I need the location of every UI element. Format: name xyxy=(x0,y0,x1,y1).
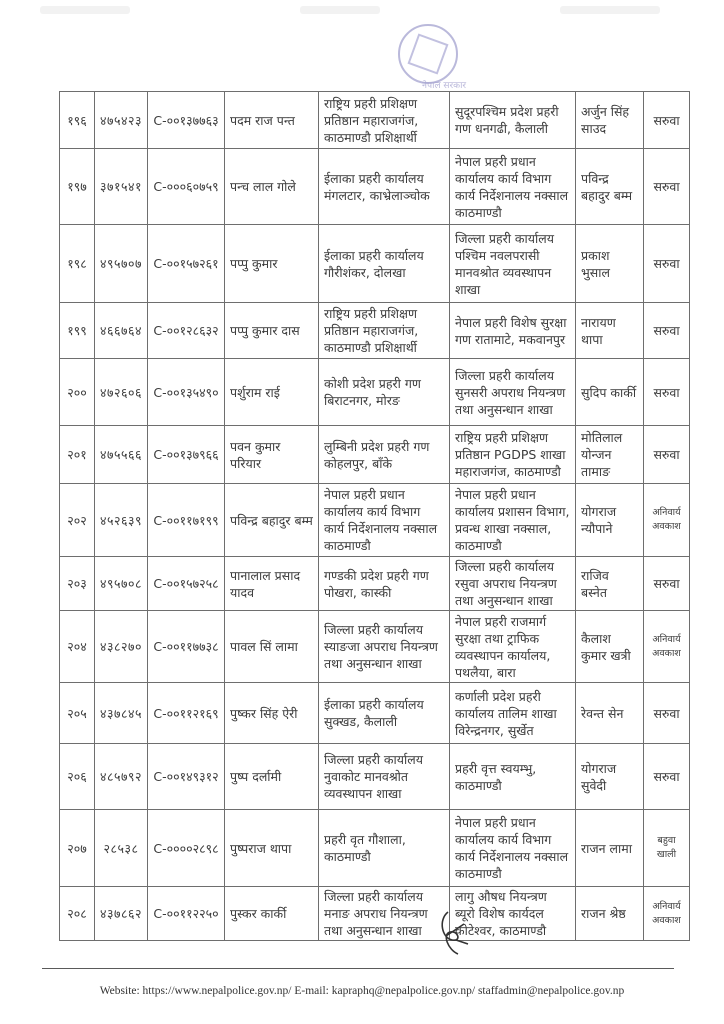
cell-sn: २०३ xyxy=(60,557,95,611)
cell-replacement: राजन श्रेष्ठ xyxy=(576,887,644,941)
cell-replacement: प्रकाश भुसाल xyxy=(576,225,644,303)
table-row xyxy=(60,557,690,611)
cell-replacement: योगराज सुवेदी xyxy=(576,744,644,810)
cell-id: C-०००६०७५९ xyxy=(148,149,225,225)
stamp-text: नेपाल सरकार xyxy=(422,81,467,91)
cell-name: पुष्पराज थापा xyxy=(225,810,319,887)
cell-replacement: मोतिलाल योन्जन तामाङ xyxy=(576,426,644,484)
cell-pis: २८५३८ xyxy=(95,810,148,887)
cell-from: प्रहरी वृत गौशाला, काठमाण्डौ xyxy=(319,810,450,887)
cell-status: सरुवा xyxy=(644,303,690,359)
cell-id: C-००१२८६३२ xyxy=(148,303,225,359)
cell-from: जिल्ला प्रहरी कार्यालय मनाङ अपराध नियन्त्रण तथा अनुसन्धान शाखा xyxy=(319,887,450,941)
cell-status: सरुवा xyxy=(644,426,690,484)
cell-replacement: कैलाश कुमार खत्री xyxy=(576,611,644,683)
faint-header-mid xyxy=(300,6,380,14)
cell-sn: १९७ xyxy=(60,149,95,225)
cell-sn: १९९ xyxy=(60,303,95,359)
cell-name: पदम राज पन्त xyxy=(225,92,319,149)
cell-sn: २०१ xyxy=(60,426,95,484)
cell-from: राष्ट्रिय प्रहरी प्रशिक्षण प्रतिष्ठान महाराजगंज, काठमाण्डौ प्रशिक्षार्थी xyxy=(319,92,450,149)
cell-status: अनिवार्य अवकाश xyxy=(644,887,690,941)
cell-status: सरुवा xyxy=(644,225,690,303)
cell-from: ईलाका प्रहरी कार्यालय मंगलटार, काभ्रेलाञ्चोक xyxy=(319,149,450,225)
cell-replacement: रेवन्त सेन xyxy=(576,683,644,744)
cell-name: पवन कुमार परियार xyxy=(225,426,319,484)
table-row xyxy=(60,149,690,225)
cell-status: सरुवा xyxy=(644,557,690,611)
cell-sn: २०४ xyxy=(60,611,95,683)
cell-replacement: सुदिप कार्की xyxy=(576,359,644,426)
cell-to: नेपाल प्रहरी प्रधान कार्यालय कार्य विभाग कार्य निर्देशनालय नक्साल काठमाण्डौ xyxy=(450,810,576,887)
cell-status: सरुवा xyxy=(644,92,690,149)
cell-to: जिल्ला प्रहरी कार्यालय रसुवा अपराध नियन्त्रण तथा अनुसन्धान शाखा xyxy=(450,557,576,611)
cell-name: पावल सिं लामा xyxy=(225,611,319,683)
cell-from: गण्डकी प्रदेश प्रहरी गण पोखरा, कास्की xyxy=(319,557,450,611)
cell-pis: ४७२६०६ xyxy=(95,359,148,426)
table-row xyxy=(60,484,690,557)
cell-status: अनिवार्य अवकाश xyxy=(644,484,690,557)
cell-from: राष्ट्रिय प्रहरी प्रशिक्षण प्रतिष्ठान महाराजगंज, काठमाण्डौ प्रशिक्षार्थी xyxy=(319,303,450,359)
cell-sn: २०६ xyxy=(60,744,95,810)
cell-replacement: राजन लामा xyxy=(576,810,644,887)
table-row xyxy=(60,683,690,744)
cell-replacement: योगराज न्यौपाने xyxy=(576,484,644,557)
cell-replacement: नारायण थापा xyxy=(576,303,644,359)
cell-pis: ४५२६३९ xyxy=(95,484,148,557)
cell-name: पानालाल प्रसाद यादव xyxy=(225,557,319,611)
cell-to: राष्ट्रिय प्रहरी प्रशिक्षण प्रतिष्ठान PGDPS शाखा महाराजगंज, काठमाण्डौ xyxy=(450,426,576,484)
cell-sn: १९८ xyxy=(60,225,95,303)
cell-from: लुम्बिनी प्रदेश प्रहरी गण कोहलपुर, बाँके xyxy=(319,426,450,484)
cell-pis: ३७१५४१ xyxy=(95,149,148,225)
transfer-table xyxy=(59,91,690,941)
cell-name: पप्पु कुमार दास xyxy=(225,303,319,359)
signature-icon xyxy=(428,910,478,960)
cell-sn: २०७ xyxy=(60,810,95,887)
cell-to: जिल्ला प्रहरी कार्यालय सुनसरी अपराध नियन्त्रण तथा अनुसन्धान शाखा xyxy=(450,359,576,426)
cell-to: नेपाल प्रहरी प्रधान कार्यालय प्रशासन विभाग, प्रवन्ध शाखा नक्साल, काठमाण्डौ xyxy=(450,484,576,557)
cell-from: ईलाका प्रहरी कार्यालय गौरीशंकर, दोलखा xyxy=(319,225,450,303)
cell-status: सरुवा xyxy=(644,359,690,426)
table-row xyxy=(60,887,690,941)
cell-replacement: पविन्द्र बहादुर बम्म xyxy=(576,149,644,225)
cell-to: प्रहरी वृत्त स्वयम्भु, काठमाण्डौ xyxy=(450,744,576,810)
cell-name: पुष्कर सिंह ऐरी xyxy=(225,683,319,744)
cell-name: पविन्द्र बहादुर बम्म xyxy=(225,484,319,557)
cell-to: नेपाल प्रहरी प्रधान कार्यालय कार्य विभाग कार्य निर्देशनालय नक्साल काठमाण्डौ xyxy=(450,149,576,225)
cell-status: सरुवा xyxy=(644,744,690,810)
cell-status: अनिवार्य अवकाश xyxy=(644,611,690,683)
cell-status: सरुवा xyxy=(644,149,690,225)
table-row xyxy=(60,359,690,426)
cell-id: C-००१३७९६६ xyxy=(148,426,225,484)
cell-from: जिल्ला प्रहरी कार्यालय स्याङजा अपराध नियन्त्रण तथा अनुसन्धान शाखा xyxy=(319,611,450,683)
cell-id: C-००१५७२६१ xyxy=(148,225,225,303)
cell-name: पर्शुराम राई xyxy=(225,359,319,426)
cell-pis: ४३७८४५ xyxy=(95,683,148,744)
cell-sn: १९६ xyxy=(60,92,95,149)
official-stamp-icon xyxy=(398,24,458,84)
cell-pis: ४६६७६४ xyxy=(95,303,148,359)
cell-id: C-००१५७२५८ xyxy=(148,557,225,611)
cell-id: C-००००२८९८ xyxy=(148,810,225,887)
cell-name: पुस्कर कार्की xyxy=(225,887,319,941)
table-row xyxy=(60,303,690,359)
cell-name: पुष्प दर्लामी xyxy=(225,744,319,810)
table-row xyxy=(60,426,690,484)
footer-contact: Website: https://www.nepalpolice.gov.np/ E-mail: kapraphq@nepalpolice.gov.np/ staffadmin@nepalpolice.gov.np xyxy=(99,985,625,997)
cell-id: C-००१३७७६३ xyxy=(148,92,225,149)
cell-from: नेपाल प्रहरी प्रधान कार्यालय कार्य विभाग कार्य निर्देशनालय नक्साल काठमाण्डौ xyxy=(319,484,450,557)
cell-sn: २०२ xyxy=(60,484,95,557)
cell-status: सरुवा xyxy=(644,683,690,744)
cell-replacement: अर्जुन सिंह साउद xyxy=(576,92,644,149)
cell-name: पन्च लाल गोले xyxy=(225,149,319,225)
cell-sn: २०० xyxy=(60,359,95,426)
cell-id: C-००१३५४९० xyxy=(148,359,225,426)
footer-divider xyxy=(42,968,674,969)
cell-pis: ४३७८६२ xyxy=(95,887,148,941)
cell-pis: ४९५७०८ xyxy=(95,557,148,611)
cell-id: C-००१४९३१२ xyxy=(148,744,225,810)
faint-header-left xyxy=(40,6,130,14)
cell-id: C-००११२१६९ xyxy=(148,683,225,744)
table-row xyxy=(60,744,690,810)
cell-id: C-००११२२५० xyxy=(148,887,225,941)
cell-name: पप्पु कुमार xyxy=(225,225,319,303)
cell-to: लागु औषध नियन्त्रण ब्यूरो विशेष कार्यदल कोटेश्वर, काठमाण्डौ xyxy=(450,887,576,941)
cell-pis: ४९५७०७ xyxy=(95,225,148,303)
cell-to: नेपाल प्रहरी विशेष सुरक्षा गण रातामाटे, मकवानपुर xyxy=(450,303,576,359)
cell-pis: ४३८२७० xyxy=(95,611,148,683)
cell-from: ईलाका प्रहरी कार्यालय सुक्खड, कैलाली xyxy=(319,683,450,744)
cell-from: जिल्ला प्रहरी कार्यालय नुवाकोट मानवश्रोत व्यवस्थापन शाखा xyxy=(319,744,450,810)
cell-to: नेपाल प्रहरी राजमार्ग सुरक्षा तथा ट्राफिक व्यवस्थापन कार्यालय, पथलैया, बारा xyxy=(450,611,576,683)
cell-status: बहुवा खाली xyxy=(644,810,690,887)
faint-header-right xyxy=(560,6,660,14)
cell-replacement: राजिव बस्नेत xyxy=(576,557,644,611)
cell-pis: ४८५७९२ xyxy=(95,744,148,810)
table-row xyxy=(60,810,690,887)
cell-to: सुदूरपश्चिम प्रदेश प्रहरी गण धनगढी, कैलाली xyxy=(450,92,576,149)
cell-sn: २०५ xyxy=(60,683,95,744)
cell-id: C-००११७१९९ xyxy=(148,484,225,557)
cell-pis: ४७५५६६ xyxy=(95,426,148,484)
cell-from: कोशी प्रदेश प्रहरी गण बिराटनगर, मोरङ xyxy=(319,359,450,426)
cell-to: कर्णाली प्रदेश प्रहरी कार्यालय तालिम शाखा विरेन्द्रनगर, सुर्खेत xyxy=(450,683,576,744)
cell-to: जिल्ला प्रहरी कार्यालय पश्चिम नवलपरासी मानवश्रोत व्यवस्थापन शाखा xyxy=(450,225,576,303)
cell-id: C-००११७७३८ xyxy=(148,611,225,683)
table-row xyxy=(60,611,690,683)
cell-pis: ४७५४२३ xyxy=(95,92,148,149)
table-row xyxy=(60,92,690,149)
table-row xyxy=(60,225,690,303)
cell-sn: २०८ xyxy=(60,887,95,941)
